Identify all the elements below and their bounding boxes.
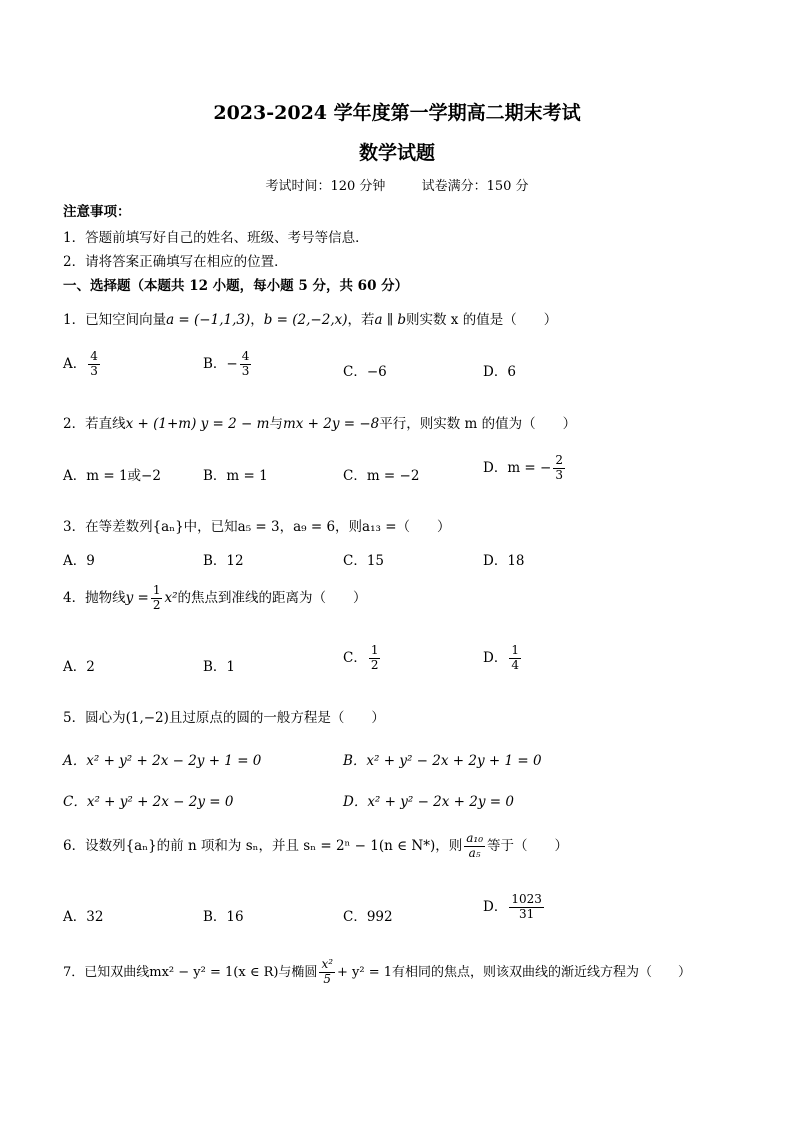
question-6: 6．设数列{aₙ}的前 n 项和为 sₙ，并且 sₙ = 2ⁿ − 1(n ∈ N*)，则 $\frac{\text{a₁₀}}{\text{a₅}}$ 等于（ ） xyxy=(63,831,569,860)
q1-option-c: C．−6 xyxy=(343,364,387,380)
exam-meta xyxy=(0,175,794,194)
q3-option-d: D．18 xyxy=(483,553,525,569)
q1-option-b: B．− $\frac{4}{3}$ xyxy=(203,349,250,378)
q5-option-b: B．x² + y² − 2x + 2y + 1 = 0 xyxy=(343,753,542,769)
q3-option-c: C．15 xyxy=(343,553,385,569)
notice-item-1: 1．答题前填写好自己的姓名、班级、考号等信息． xyxy=(63,230,369,246)
question-1: 1．已知空间向量a = (−1,1,3)，b = (2,−2,x)，若a ∥ b则实数 x 的值是（ ） xyxy=(63,312,558,328)
q5-option-d: D．x² + y² − 2x + 2y = 0 xyxy=(343,794,514,810)
question-7: 7．已知双曲线mx² − y² = 1(x ∈ R)与椭圆 $\frac{\text{x²}}{5}$ + y² = 1有相同的焦点，则该双曲线的渐近线方程为（ ） xyxy=(63,957,692,986)
q1-option-a: A． $\frac{4}{3}$ xyxy=(63,349,98,378)
q3-option-b: B．12 xyxy=(203,553,244,569)
question-4: 4．抛物线y = $\frac{1}{2}$ x²的焦点到准线的距离为（ ） xyxy=(63,583,367,612)
notice-item-2: 2．请将答案正确填写在相应的位置． xyxy=(63,254,288,270)
exam-title: 2023-2024 学年度第一学期高二期末考试 xyxy=(213,102,581,124)
exam-time: 考试时间：120 分钟 xyxy=(265,179,386,194)
subject-title: 数学试题 xyxy=(358,142,435,164)
q5-option-a: A．x² + y² + 2x − 2y + 1 = 0 xyxy=(63,753,262,769)
q4-option-a: A．2 xyxy=(63,659,95,675)
question-3: 3．在等差数列{aₙ}中，已知a₅ = 3，a₉ = 6，则a₁₃ =（ ） xyxy=(63,519,451,535)
q6-option-d: D． $\frac{1023}{31}$ xyxy=(483,892,542,921)
q2-option-b: B．m = 1 xyxy=(203,468,268,484)
q6-option-c: C．992 xyxy=(343,909,393,925)
notice-heading: 注意事项： xyxy=(63,204,131,220)
q4-option-c: C． $\frac{1}{2}$ xyxy=(343,643,379,672)
q5-option-c: C．x² + y² + 2x − 2y = 0 xyxy=(63,794,234,810)
q2-option-a: A．m = 1或−2 xyxy=(63,468,161,484)
question-2: 2．若直线x + (1+m) y = 2 − m与mx + 2y = −8平行，则实数 m 的值为（ ） xyxy=(63,416,577,432)
question-5: 5．圆心为(1,−2)且过原点的圆的一般方程是（ ） xyxy=(63,710,385,726)
q3-option-a: A．9 xyxy=(63,553,95,569)
q1-option-d: D．6 xyxy=(483,364,516,380)
q2-option-d: D．m = − $\frac{2}{3}$ xyxy=(483,453,563,482)
q6-option-b: B．16 xyxy=(203,909,244,925)
exam-score: 试卷满分：150 分 xyxy=(421,179,529,194)
q4-option-d: D． $\frac{1}{4}$ xyxy=(483,643,519,672)
q4-option-b: B．1 xyxy=(203,659,236,675)
section-heading: 一、选择题（本题共 12 小题，每小题 5 分，共 60 分） xyxy=(63,278,409,294)
q2-option-c: C．m = −2 xyxy=(343,468,420,484)
q6-option-a: A．32 xyxy=(63,909,104,925)
